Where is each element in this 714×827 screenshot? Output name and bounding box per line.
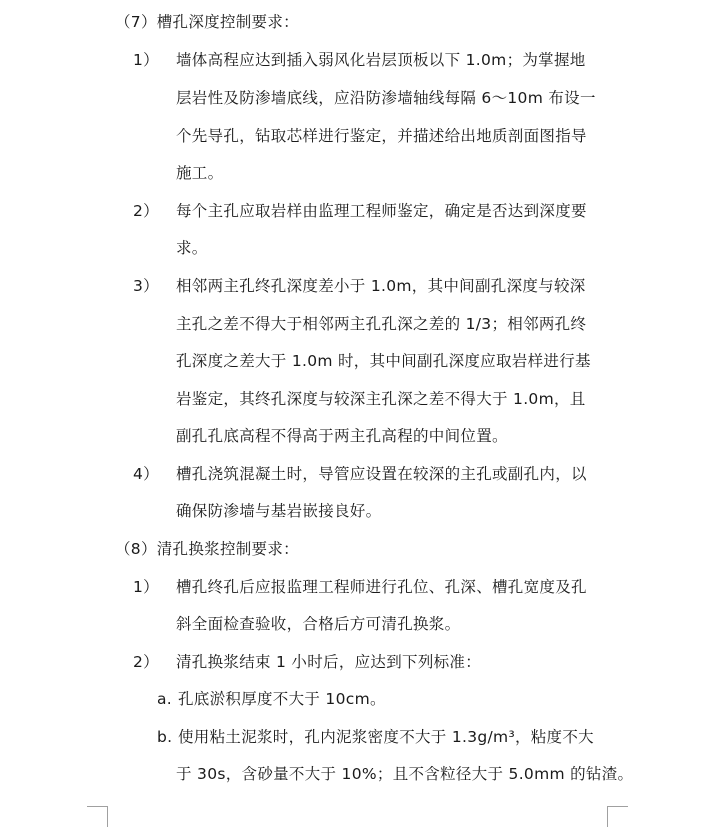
item-7-1-line: 个先导孔，钻取芯样进行鉴定，并描述给出地质剖面图指导: [176, 127, 587, 145]
item-8-2-number: 2）: [133, 653, 159, 671]
item-7-4-line: 槽孔浇筑混凝土时，导管应设置在较深的主孔或副孔内，以: [176, 465, 587, 483]
subitem-b-line: 于 30s，含砂量不大于 10%；且不含粒径大于 5.0mm 的钻渣。: [176, 765, 634, 783]
item-8-1-number: 1）: [133, 578, 159, 596]
subitem-a-line: 孔底淤积厚度不大于 10cm。: [178, 690, 386, 708]
item-7-1-line: 墙体高程应达到插入弱风化岩层顶板以下 1.0m；为掌握地: [176, 51, 586, 69]
item-7-1-line: 层岩性及防渗墙底线，应沿防渗墙轴线每隔 6～10m 布设一: [176, 89, 596, 107]
item-7-3-line: 主孔之差不得大于相邻两主孔孔深之差的 1/3；相邻两孔终: [176, 315, 587, 333]
section-8-heading: （8）清孔换浆控制要求：: [115, 540, 299, 558]
subitem-b-marker: b.: [157, 728, 173, 746]
item-7-4-number: 4）: [133, 465, 159, 483]
item-7-1-number: 1）: [133, 51, 159, 69]
item-8-1-line: 斜全面检查验收，合格后方可清孔换浆。: [176, 615, 461, 633]
item-8-1-line: 槽孔终孔后应报监理工程师进行孔位、孔深、槽孔宽度及孔: [176, 578, 587, 596]
item-7-3-line: 岩鉴定，其终孔深度与较深主孔深之差不得大于 1.0m，且: [176, 390, 586, 408]
item-7-3-line: 孔深度之差大于 1.0m 时，其中间副孔深度应取岩样进行基: [176, 352, 591, 370]
item-7-1-line: 施工。: [176, 164, 224, 182]
item-7-3-line: 副孔孔底高程不得高于两主孔高程的中间位置。: [176, 427, 508, 445]
item-7-2-line: 求。: [176, 239, 208, 257]
page-corner-mark-left: [87, 806, 108, 827]
subitem-b-line: 使用粘土泥浆时，孔内泥浆密度不大于 1.3g/m³，粘度不大: [178, 728, 594, 746]
page-corner-mark-right: [607, 806, 628, 827]
item-7-2-number: 2）: [133, 202, 159, 220]
item-8-2-line: 清孔换浆结束 1 小时后，应达到下列标准：: [176, 653, 482, 671]
item-7-2-line: 每个主孔应取岩样由监理工程师鉴定，确定是否达到深度要: [176, 202, 587, 220]
section-7-heading: （7）槽孔深度控制要求：: [115, 13, 299, 31]
item-7-4-line: 确保防渗墙与基岩嵌接良好。: [176, 502, 382, 520]
subitem-a-marker: a.: [157, 690, 173, 708]
item-7-3-line: 相邻两主孔终孔深度差小于 1.0m，其中间副孔深度与较深: [176, 277, 586, 295]
item-7-3-number: 3）: [133, 277, 159, 295]
